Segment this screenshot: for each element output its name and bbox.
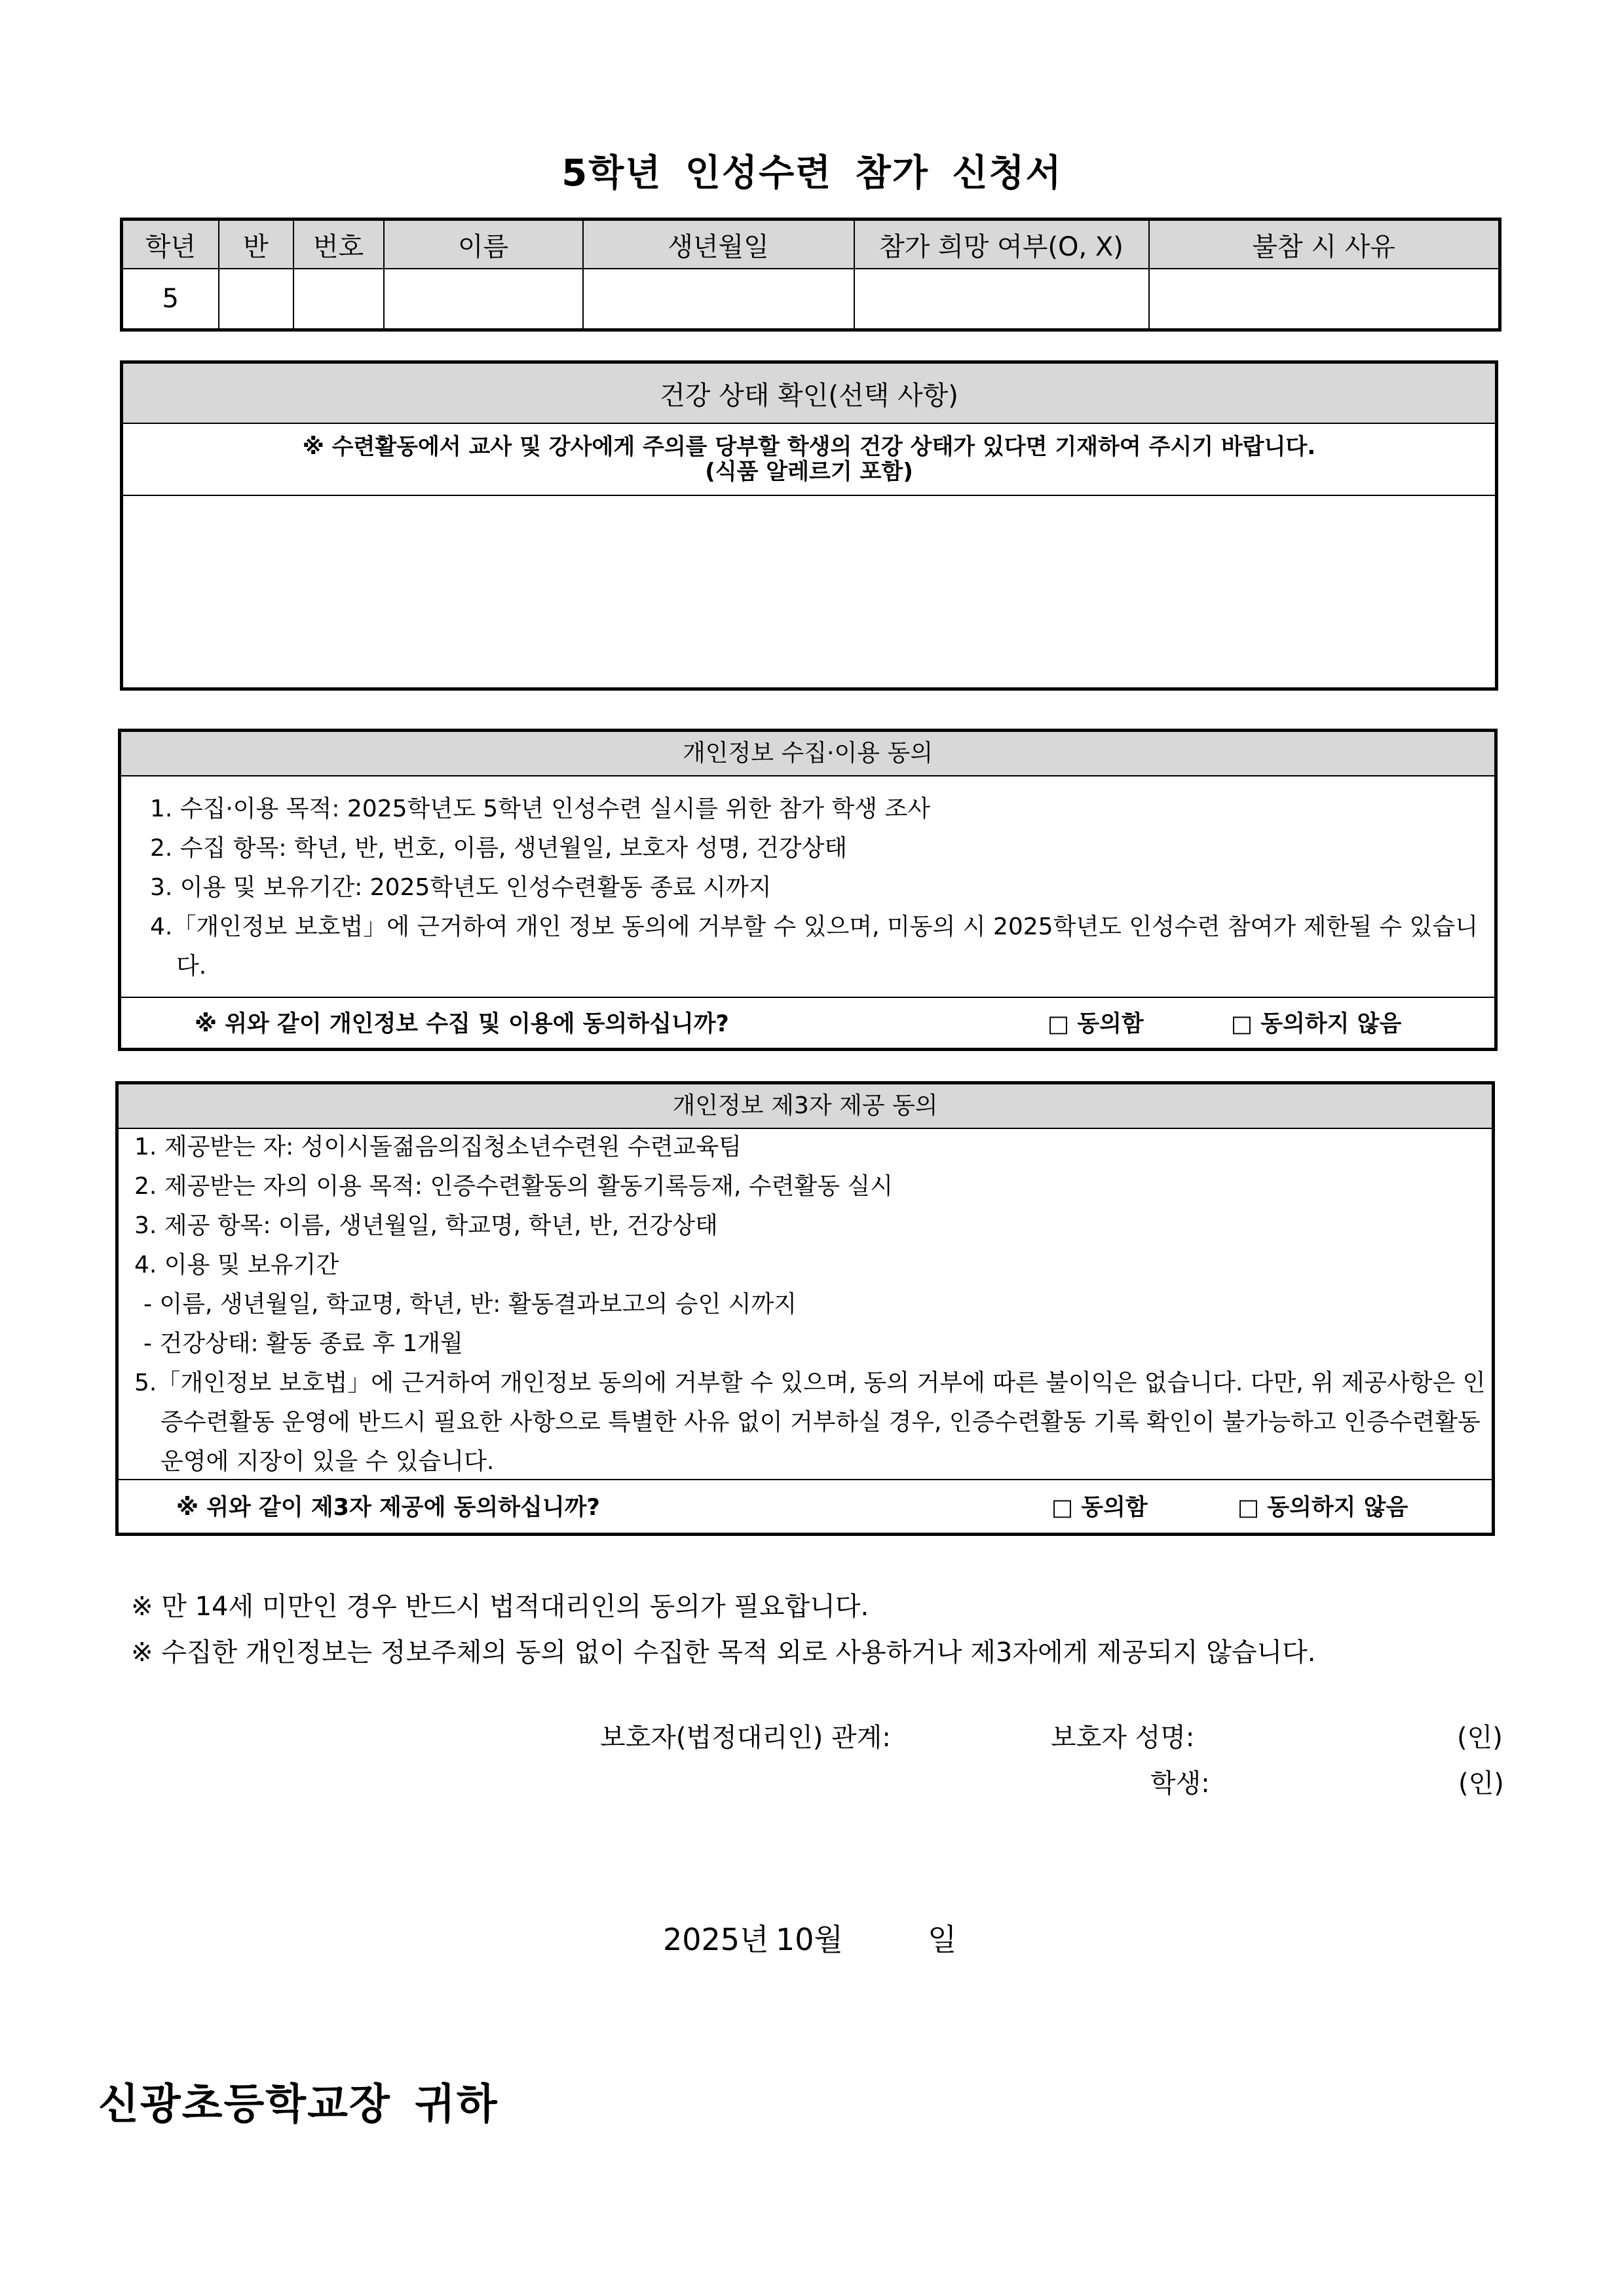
consent-collection-disagree-checkbox[interactable]: □ 동의하지 않음 [1231,1011,1402,1037]
header-absence-reason: 불참 시 사유 [1149,220,1500,269]
consent-collection-item: 2. 수집 항목: 학년, 반, 번호, 이름, 생년월일, 보호자 성명, 건강상태 [150,835,848,862]
cell-grade: 5 [122,269,219,330]
header-grade: 학년 [122,220,219,269]
health-header: 건강 상태 확인(선택 사항) [122,362,1497,424]
consent-third-party-box [115,1081,1495,1536]
health-table [120,360,1498,691]
consent-third-party-item: 2. 제공받는 자의 이용 목적: 인증수련활동의 활동기록등재, 수련활동 실시 [134,1173,893,1200]
guardian-seal: (인) [1457,1723,1503,1753]
consent-collection-header: 개인정보 수집·이용 동의 [121,732,1494,776]
date-year: 2025년 [663,1922,769,1957]
health-note-line1: ※ 수련활동에서 교사 및 강사에게 주의를 당부할 학생의 건강 상태가 있다면 기재하여 주시기 바랍니다. [302,434,1316,460]
guardian-name-label: 보호자 성명: [1051,1723,1195,1753]
consent-third-party-item: 4. 이용 및 보유기간 [134,1252,339,1278]
cell-class[interactable] [219,269,293,330]
health-input-area[interactable] [122,495,1497,689]
consent-collection-question-row [121,997,1494,1049]
consent-collection-question: ※ 위와 같이 개인정보 수집 및 이용에 동의하십니까? [195,1011,729,1037]
consent-collection-item: 1. 수집·이용 목적: 2025학년도 5학년 인성수련 실시를 위한 참가 학생 조사 [150,795,931,822]
cell-name[interactable] [384,269,583,330]
consent-third-party-item: 5.「개인정보 보호법」에 근거하여 개인정보 동의에 거부할 수 있으며, 동의 거부에 따른 불이익은 없습니다. 다만, 위 제공사항은 인증수련활동 운영에 반드시 필요한 사항으로 특별한 사유 없이 거부하실 경우, 인증수련활동 기록 확인이 불가능하고 인증수련활동 운영에 지장이 있을 수 있습니다. [134,1369,1486,1475]
student-info-table [120,218,1501,332]
consent-third-party-item: - 이름, 생년월일, 학교명, 학년, 반: 활동결과보고의 승인 시까지 [143,1291,797,1318]
header-birthdate: 생년월일 [583,220,854,269]
cell-absence-reason[interactable] [1149,269,1500,330]
consent-third-party-question-row [119,1479,1492,1534]
consent-collection-box [118,729,1498,1051]
consent-third-party-question: ※ 위와 같이 제3자 제공에 동의하십니까? [176,1495,600,1521]
consent-third-party-disagree-checkbox[interactable]: □ 동의하지 않음 [1237,1495,1408,1521]
consent-third-party-item: 1. 제공받는 자: 성이시돌젊음의집청소년수련원 수련교육팀 [134,1134,742,1160]
date-month: 10월 [776,1922,843,1957]
consent-collection-item: 3. 이용 및 보유기간: 2025학년도 인성수련활동 종료 시까지 [150,874,772,901]
student-table-row [122,269,1500,330]
date-day: 일 [928,1922,957,1957]
header-name: 이름 [384,220,583,269]
health-note-line2: (식품 알레르기 포함) [705,459,913,485]
guardian-relation-label: 보호자(법정대리인) 관계: [600,1723,891,1753]
health-note [122,423,1497,495]
note-legal-guardian: ※ 만 14세 미만인 경우 반드시 법적대리인의 동의가 필요합니다. [131,1592,869,1622]
student-seal: (인) [1458,1769,1504,1799]
cell-birthdate[interactable] [583,269,854,330]
page-title: 5학년 인성수련 참가 신청서 [561,152,1063,195]
consent-third-party-header: 개인정보 제3자 제공 동의 [119,1084,1492,1129]
addressee: 신광초등학교장 귀하 [98,2080,499,2129]
note-privacy-use: ※ 수집한 개인정보는 정보주체의 동의 없이 수집한 목적 외로 사용하거나 제3자에게 제공되지 않습니다. [131,1637,1316,1668]
cell-participation[interactable] [854,269,1149,330]
consent-third-party-item: 3. 제공 항목: 이름, 생년월일, 학교명, 학년, 반, 건강상태 [134,1212,718,1239]
student-table-header [122,220,1500,269]
student-label: 학생: [1150,1769,1210,1799]
consent-third-party-agree-checkbox[interactable]: □ 동의함 [1051,1495,1148,1521]
consent-collection-item: 4.「개인정보 보호법」에 근거하여 개인 정보 동의에 거부할 수 있으며, 미동의 시 2025학년도 인성수련 참여가 제한될 수 있습니다. [150,913,1478,980]
consent-third-party-item: - 건강상태: 활동 종료 후 1개월 [143,1330,463,1357]
consent-collection-agree-checkbox[interactable]: □ 동의함 [1048,1011,1144,1037]
header-class: 반 [219,220,293,269]
header-number: 번호 [293,220,384,269]
header-participation: 참가 희망 여부(O, X) [854,220,1149,269]
cell-number[interactable] [293,269,384,330]
